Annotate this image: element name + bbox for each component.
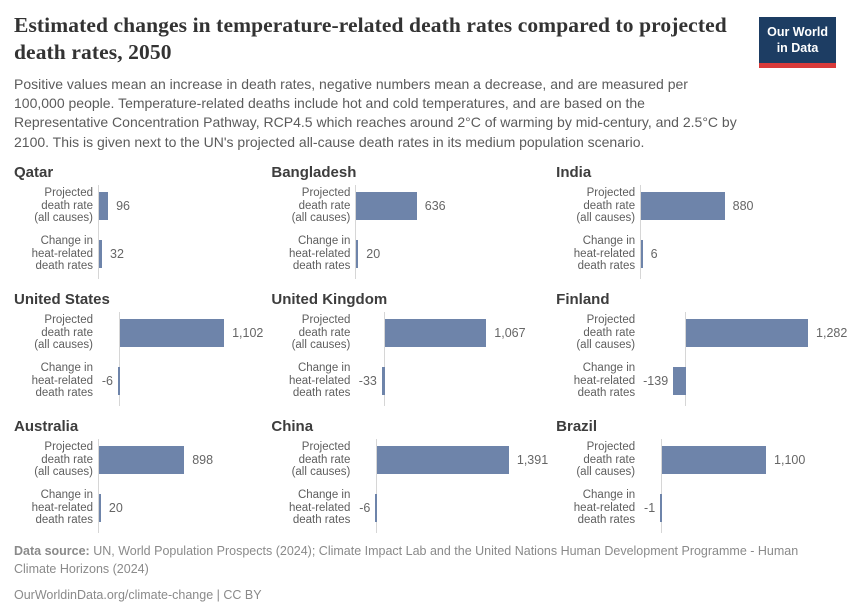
category-label-line: heat-related <box>556 248 635 261</box>
owid-logo-line1: Our World <box>767 25 828 39</box>
plot-area <box>98 185 263 279</box>
plot-area <box>119 312 264 406</box>
heat-related-change-label <box>556 235 640 273</box>
bar-value-label: -1 <box>644 501 655 515</box>
panel-body <box>14 439 263 533</box>
heat-related-change-bar[interactable] <box>99 240 102 268</box>
heat-related-change-bar[interactable] <box>641 240 643 268</box>
projected-death-rate-label <box>271 187 355 225</box>
bar-value-label: -6 <box>102 374 113 388</box>
projected-death-rate-bar[interactable] <box>99 446 184 474</box>
heat-related-change-bar[interactable] <box>673 367 686 395</box>
category-label-line: Projected <box>556 441 635 454</box>
category-labels-column <box>14 185 98 279</box>
bar-row <box>377 441 548 479</box>
category-label-line: death rate <box>556 200 635 213</box>
projected-death-rate-label <box>556 187 640 225</box>
country-panel <box>271 291 548 406</box>
country-title: Finland <box>556 291 847 308</box>
plot-area <box>640 185 847 279</box>
category-label-line: (all causes) <box>556 466 635 479</box>
category-label-line: death rates <box>271 260 350 273</box>
heat-related-change-bar[interactable] <box>356 240 358 268</box>
panel-body <box>271 439 548 533</box>
heat-related-change-bar[interactable] <box>99 494 101 522</box>
category-labels-column <box>556 439 661 533</box>
panel-body <box>14 185 263 279</box>
bar-value-label: 1,391 <box>517 453 548 467</box>
bar-value-label: 96 <box>116 199 130 213</box>
heat-related-change-label <box>271 235 355 273</box>
panel-body <box>556 439 847 533</box>
bar-row <box>356 187 548 225</box>
category-labels-column <box>14 312 119 406</box>
category-label-line: Change in <box>556 235 635 248</box>
projected-death-rate-label <box>271 441 376 479</box>
category-label-line: heat-related <box>271 248 350 261</box>
bar-row <box>641 235 847 273</box>
projected-death-rate-label <box>271 314 384 352</box>
category-label-line: heat-related <box>14 248 93 261</box>
category-label-line: (all causes) <box>556 339 635 352</box>
data-source-line <box>14 543 826 579</box>
category-label-line: Change in <box>556 489 635 502</box>
country-panel <box>556 291 847 406</box>
category-label-line: Projected <box>271 441 350 454</box>
projected-death-rate-bar[interactable] <box>641 192 725 220</box>
heat-related-change-label <box>14 489 98 527</box>
bar-row <box>99 187 263 225</box>
category-label-line: death rate <box>556 327 635 340</box>
plot-area <box>384 312 548 406</box>
category-labels-column <box>271 185 355 279</box>
category-label-line: death rate <box>271 327 350 340</box>
plot-area <box>685 312 847 406</box>
category-label-line: Projected <box>556 314 635 327</box>
country-title: India <box>556 164 847 181</box>
country-panel <box>14 291 263 406</box>
projected-death-rate-label <box>556 441 661 479</box>
category-label-line: (all causes) <box>271 466 350 479</box>
country-title: Australia <box>14 418 263 435</box>
bar-row <box>99 441 263 479</box>
category-label-line: heat-related <box>556 375 635 388</box>
small-multiples-grid <box>14 164 836 533</box>
category-label-line: death rates <box>14 387 93 400</box>
plot-area <box>376 439 548 533</box>
panel-body <box>271 185 548 279</box>
category-label-line: (all causes) <box>556 212 635 225</box>
bar-row <box>662 441 848 479</box>
owid-logo-line2: in Data <box>777 41 819 55</box>
projected-death-rate-bar[interactable] <box>99 192 108 220</box>
category-labels-column <box>271 439 376 533</box>
category-labels-column <box>271 312 384 406</box>
country-panel <box>14 418 263 533</box>
category-label-line: Projected <box>556 187 635 200</box>
country-panel <box>14 164 263 279</box>
bar-value-label: 32 <box>110 247 124 261</box>
heat-related-change-bar[interactable] <box>118 367 120 395</box>
country-panel <box>556 164 847 279</box>
projected-death-rate-label <box>556 314 685 352</box>
panel-body <box>14 312 263 406</box>
category-label-line: death rates <box>556 387 635 400</box>
category-label-line: death rate <box>271 200 350 213</box>
panel-body <box>556 185 847 279</box>
plot-area <box>661 439 848 533</box>
category-label-line: death rates <box>271 514 350 527</box>
bar-row <box>686 362 847 400</box>
category-label-line: death rate <box>271 454 350 467</box>
projected-death-rate-label <box>14 187 98 225</box>
category-label-line: heat-related <box>556 502 635 515</box>
category-label-line: death rates <box>14 514 93 527</box>
chart-header <box>14 12 836 152</box>
bar-row <box>356 235 548 273</box>
heat-related-change-label <box>14 235 98 273</box>
category-label-line: death rate <box>556 454 635 467</box>
bar-value-label: 1,282 <box>816 326 847 340</box>
projected-death-rate-bar[interactable] <box>686 319 808 347</box>
category-label-line: Projected <box>14 314 93 327</box>
bar-row <box>99 235 263 273</box>
projected-death-rate-bar[interactable] <box>120 319 225 347</box>
category-label-line: death rate <box>14 327 93 340</box>
bar-value-label: 898 <box>192 453 213 467</box>
bar-value-label: 1,067 <box>494 326 525 340</box>
bar-value-label: -6 <box>359 501 370 515</box>
category-labels-column <box>14 439 98 533</box>
heat-related-change-bar[interactable] <box>375 494 377 522</box>
bar-row <box>377 489 548 527</box>
category-label-line: Projected <box>14 441 93 454</box>
category-label-line: Change in <box>14 362 93 375</box>
bar-value-label: -33 <box>359 374 377 388</box>
category-label-line: (all causes) <box>14 339 93 352</box>
chart-footer <box>14 543 826 604</box>
heat-related-change-bar[interactable] <box>382 367 385 395</box>
projected-death-rate-bar[interactable] <box>356 192 416 220</box>
category-label-line: Change in <box>271 489 350 502</box>
country-panel <box>556 418 847 533</box>
bar-value-label: -139 <box>643 374 668 388</box>
bar-value-label: 880 <box>733 199 754 213</box>
category-label-line: Change in <box>14 489 93 502</box>
category-label-line: death rates <box>271 387 350 400</box>
category-label-line: Change in <box>271 362 350 375</box>
bar-row <box>120 314 264 352</box>
country-title: United Kingdom <box>271 291 548 308</box>
category-label-line: death rate <box>14 454 93 467</box>
bar-row <box>686 314 847 352</box>
plot-area <box>355 185 548 279</box>
category-label-line: heat-related <box>14 502 93 515</box>
bar-row <box>120 362 264 400</box>
heat-related-change-bar[interactable] <box>660 494 662 522</box>
data-source-label: Data source: <box>14 544 90 558</box>
category-label-line: death rates <box>556 514 635 527</box>
country-title: United States <box>14 291 263 308</box>
license-link[interactable]: OurWorldinData.org/climate-change | CC BY <box>14 587 826 604</box>
category-label-line: heat-related <box>14 375 93 388</box>
category-labels-column <box>556 312 685 406</box>
projected-death-rate-bar[interactable] <box>377 446 509 474</box>
bar-value-label: 6 <box>651 247 658 261</box>
bar-row <box>385 362 548 400</box>
category-label-line: heat-related <box>271 502 350 515</box>
projected-death-rate-bar[interactable] <box>385 319 486 347</box>
category-label-line: Projected <box>14 187 93 200</box>
country-title: China <box>271 418 548 435</box>
bar-row <box>641 187 847 225</box>
panel-body <box>271 312 548 406</box>
plot-area <box>98 439 263 533</box>
page-title: Estimated changes in temperature-related death rates compared to projected death rates, 2050 <box>14 12 734 66</box>
bar-row <box>662 489 848 527</box>
bar-value-label: 636 <box>425 199 446 213</box>
category-label-line: (all causes) <box>14 466 93 479</box>
owid-logo[interactable] <box>759 17 836 68</box>
bar-value-label: 1,100 <box>774 453 805 467</box>
category-label-line: (all causes) <box>14 212 93 225</box>
category-label-line: (all causes) <box>271 339 350 352</box>
projected-death-rate-label <box>14 314 119 352</box>
bar-value-label: 20 <box>366 247 380 261</box>
category-label-line: Change in <box>556 362 635 375</box>
category-labels-column <box>556 185 640 279</box>
projected-death-rate-label <box>14 441 98 479</box>
country-panel <box>271 164 548 279</box>
country-title: Bangladesh <box>271 164 548 181</box>
chart-subtitle: Positive values mean an increase in death rates, negative numbers mean a decrease, and are measured per 100,000 people. Temperature-related deaths include hot and cold temperatures, and are based on the Representative Concentration Pathway, RCP4.5 which reaches around 2°C of warming by mid-century, and 2.5°C by 2100. This is given next to the UN's projected all-cause death rates in its medium population scenario. <box>14 75 741 152</box>
category-label-line: death rates <box>14 260 93 273</box>
category-label-line: Projected <box>271 314 350 327</box>
country-title: Brazil <box>556 418 847 435</box>
category-label-line: Projected <box>271 187 350 200</box>
category-label-line: Change in <box>14 235 93 248</box>
bar-value-label: 20 <box>109 501 123 515</box>
bar-row <box>385 314 548 352</box>
category-label-line: death rate <box>14 200 93 213</box>
category-label-line: death rates <box>556 260 635 273</box>
bar-value-label: 1,102 <box>232 326 263 340</box>
projected-death-rate-bar[interactable] <box>662 446 766 474</box>
country-title: Qatar <box>14 164 263 181</box>
category-label-line: heat-related <box>271 375 350 388</box>
category-label-line: Change in <box>271 235 350 248</box>
bar-row <box>99 489 263 527</box>
panel-body <box>556 312 847 406</box>
category-label-line: (all causes) <box>271 212 350 225</box>
country-panel <box>271 418 548 533</box>
data-source-text: UN, World Population Prospects (2024); Climate Impact Lab and the United Nations Human Development Programme - Human Climate Horizons (2024) <box>14 544 798 576</box>
